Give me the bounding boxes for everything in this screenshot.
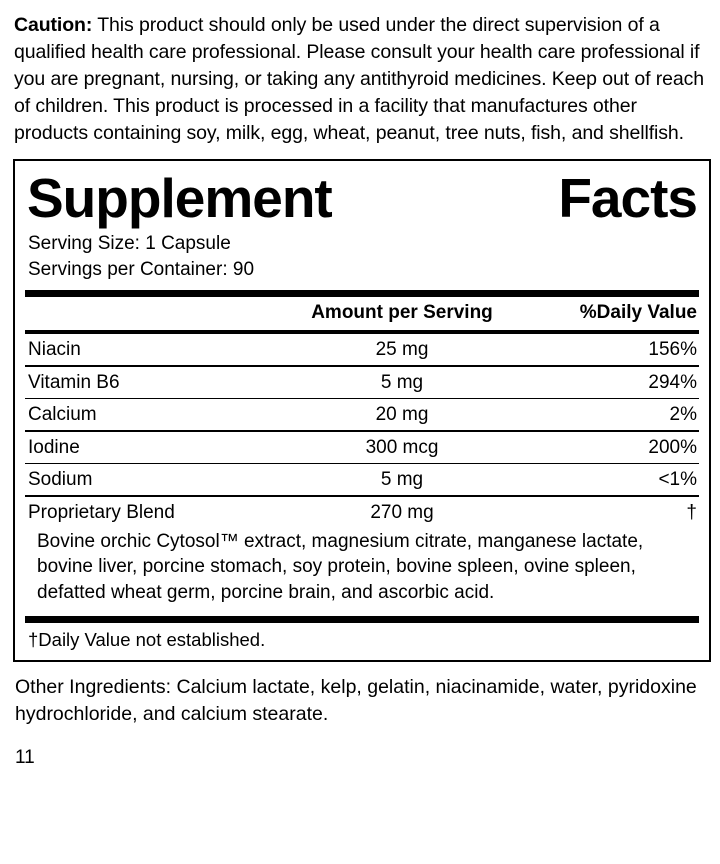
divider-thick-bottom	[25, 616, 699, 623]
table-row	[25, 464, 699, 495]
proprietary-blend-daily-value: †	[686, 501, 697, 523]
table-row	[25, 367, 699, 398]
page-number: 11	[15, 747, 35, 768]
nutrient-amount: 25 mg	[375, 339, 429, 360]
nutrient-daily-value: 156%	[648, 339, 697, 360]
caution-paragraph	[14, 12, 704, 147]
supplement-facts-panel	[13, 159, 711, 662]
daily-value-footnote: †Daily Value not established.	[28, 629, 266, 650]
proprietary-blend-description: Bovine orchic Cytosol™ extract, magnesium citrate, manganese lactate, bovine liver, porcine stomach, soy protein, bovine spleen, ovine spleen, defatted wheat germ, porcine brain, and ascorbic acid.	[37, 530, 644, 603]
nutrient-name: Iodine	[28, 436, 80, 458]
nutrient-amount: 20 mg	[375, 404, 429, 425]
nutrient-daily-value: 200%	[648, 436, 697, 458]
nutrient-daily-value: <1%	[658, 469, 697, 490]
nutrient-amount: 5 mg	[380, 371, 424, 393]
supplement-facts-title	[25, 167, 699, 231]
header-spacer	[27, 300, 277, 326]
caution-label: Caution:	[14, 14, 93, 36]
nutrient-name: Calcium	[28, 404, 97, 425]
proprietary-blend-name: Proprietary Blend	[28, 501, 175, 523]
table-header-row	[25, 297, 699, 330]
nutrient-daily-value: 2%	[669, 404, 697, 425]
title-word-supplement: Supplement	[27, 167, 332, 229]
nutrient-name: Sodium	[28, 469, 93, 490]
caution-text: This product should only be used under the direct supervision of a qualified health care professional. Please consult your health care professional if you are pregnant, nursing, or taking any antithyroid medicines. Keep out of reach of children. This product is processed in a facility that manufactures other products containing soy, milk, egg, wheat, peanut, tree nuts, fish, and shellfish.	[14, 14, 704, 144]
serving-size: Serving Size: 1 Capsule	[28, 233, 231, 254]
servings-per-container: Servings per Container: 90	[28, 259, 255, 280]
nutrient-name: Vitamin B6	[28, 371, 120, 393]
table-row	[25, 432, 699, 463]
table-row	[25, 334, 699, 365]
header-daily-value: %Daily Value	[579, 302, 697, 323]
nutrient-daily-value: 294%	[648, 371, 697, 393]
proprietary-blend-amount: 270 mg	[370, 501, 434, 523]
nutrient-amount: 5 mg	[380, 469, 424, 490]
divider-thick-top	[25, 290, 699, 297]
header-amount-per-serving: Amount per Serving	[311, 302, 493, 323]
nutrient-name: Niacin	[28, 339, 81, 360]
other-ingredients: Other Ingredients: Calcium lactate, kelp, gelatin, niacinamide, water, pyridoxine hydrochloride, and calcium stearate.	[15, 676, 697, 725]
title-word-facts: Facts	[558, 167, 697, 229]
proprietary-blend-row	[25, 497, 699, 528]
nutrient-amount: 300 mcg	[365, 436, 439, 458]
table-row	[25, 399, 699, 430]
